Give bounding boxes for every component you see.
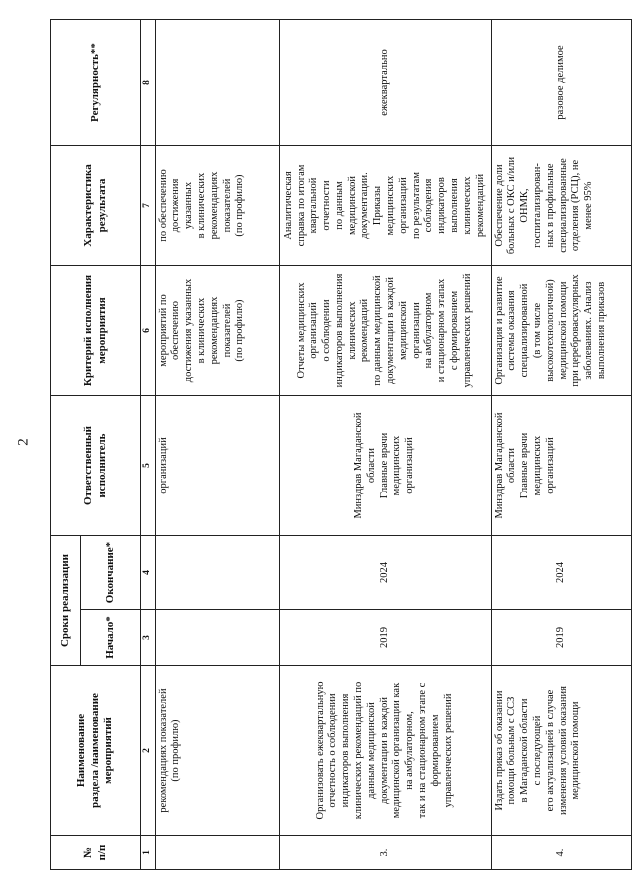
- cell-result: Аналитическая справка по итогам квартальной отчетности по данным медицинской документации. Приказы медицинских организаций по результатам соблюдения индикаторов выполнения клинических рекомендаций: [279, 146, 491, 266]
- column-number: 1: [141, 836, 156, 870]
- cell-name: Издать приказ об оказании помощи больным с ССЗ в Магаданской области с последующей его актуализацией в случае изменения условий оказания медицинской помощи: [491, 666, 631, 836]
- table-row: [155, 20, 279, 870]
- header-result: Характеристика результата: [51, 146, 141, 266]
- column-number: 6: [141, 266, 156, 396]
- column-number: 5: [141, 396, 156, 536]
- header-end: Окончание*: [81, 536, 141, 610]
- cell-regularity: разовое делимое: [491, 20, 631, 146]
- header-terms: Сроки реализации: [51, 536, 81, 666]
- header-regularity: Регулярность**: [51, 20, 141, 146]
- header-start: Начало*: [81, 610, 141, 666]
- cell-num: 4.: [491, 836, 631, 870]
- table-row: [491, 20, 631, 870]
- cell-executor: Минздрав Магаданской области Главные врачи медицинских организаций: [279, 396, 491, 536]
- cell-end: [155, 536, 279, 610]
- cell-start: 2019: [279, 610, 491, 666]
- page-number: 2: [15, 438, 32, 446]
- cell-num: [155, 836, 279, 870]
- cell-criterion: Организация и развитие системы оказания специализированной (в том числе высокотехнологичной) медицинской помощи при цереброваскулярных заболеваниях. Анализ выполнения приказов: [491, 266, 631, 396]
- cell-name: рекомендациях показателей (по профилю): [155, 666, 279, 836]
- cell-end: 2024: [279, 536, 491, 610]
- column-number: 4: [141, 536, 156, 610]
- cell-regularity: [155, 20, 279, 146]
- table-row: [279, 20, 491, 870]
- header-criterion: Критерий исполнения мероприятия: [51, 266, 141, 396]
- rotated-page: [50, 20, 630, 870]
- cell-executor: Минздрав Магаданской области Главные врачи медицинских организаций: [491, 396, 631, 536]
- header-executor: Ответственный исполнитель: [51, 396, 141, 536]
- column-number: 7: [141, 146, 156, 266]
- column-number: 8: [141, 20, 156, 146]
- cell-criterion: Отчеты медицинских организаций о соблюдении индикаторов выполнения клинических рекомендаций по данным медицинской документации в каждой медицинской организации на амбулаторном и стационарном этапах с формированием управленческих решений: [279, 266, 491, 396]
- cell-regularity: ежеквартально: [279, 20, 491, 146]
- cell-result: по обеспечению достижения указанных в клинических рекомендациях показателей (по профилю): [155, 146, 279, 266]
- cell-criterion: мероприятий по обеспечению достижения указанных в клинических рекомендациях показателей (по профилю): [155, 266, 279, 396]
- column-number: 3: [141, 610, 156, 666]
- cell-result: Обеспечение доли больных с ОКС и/или ОНМК, госпитализирован- ных в профильные специализированные отделения (РСЦ), не менее 95%: [491, 146, 631, 266]
- header-num: № п/п: [51, 836, 141, 870]
- cell-end: 2024: [491, 536, 631, 610]
- cell-start: [155, 610, 279, 666]
- column-number: 2: [141, 666, 156, 836]
- cell-executor: организаций: [155, 396, 279, 536]
- action-plan-table: [50, 19, 632, 870]
- cell-name: Организовать ежеквартальную отчетность о соблюдении индикаторов выполнения клинических рекомендаций по данным медицинской документации в каждой медицинской организации как на амбулаторном, так и на стационарном этапе с формированием управленческих решений: [279, 666, 491, 836]
- cell-start: 2019: [491, 610, 631, 666]
- cell-num: 3.: [279, 836, 491, 870]
- header-name: Наименование раздела /наименование мероприятий: [51, 666, 141, 836]
